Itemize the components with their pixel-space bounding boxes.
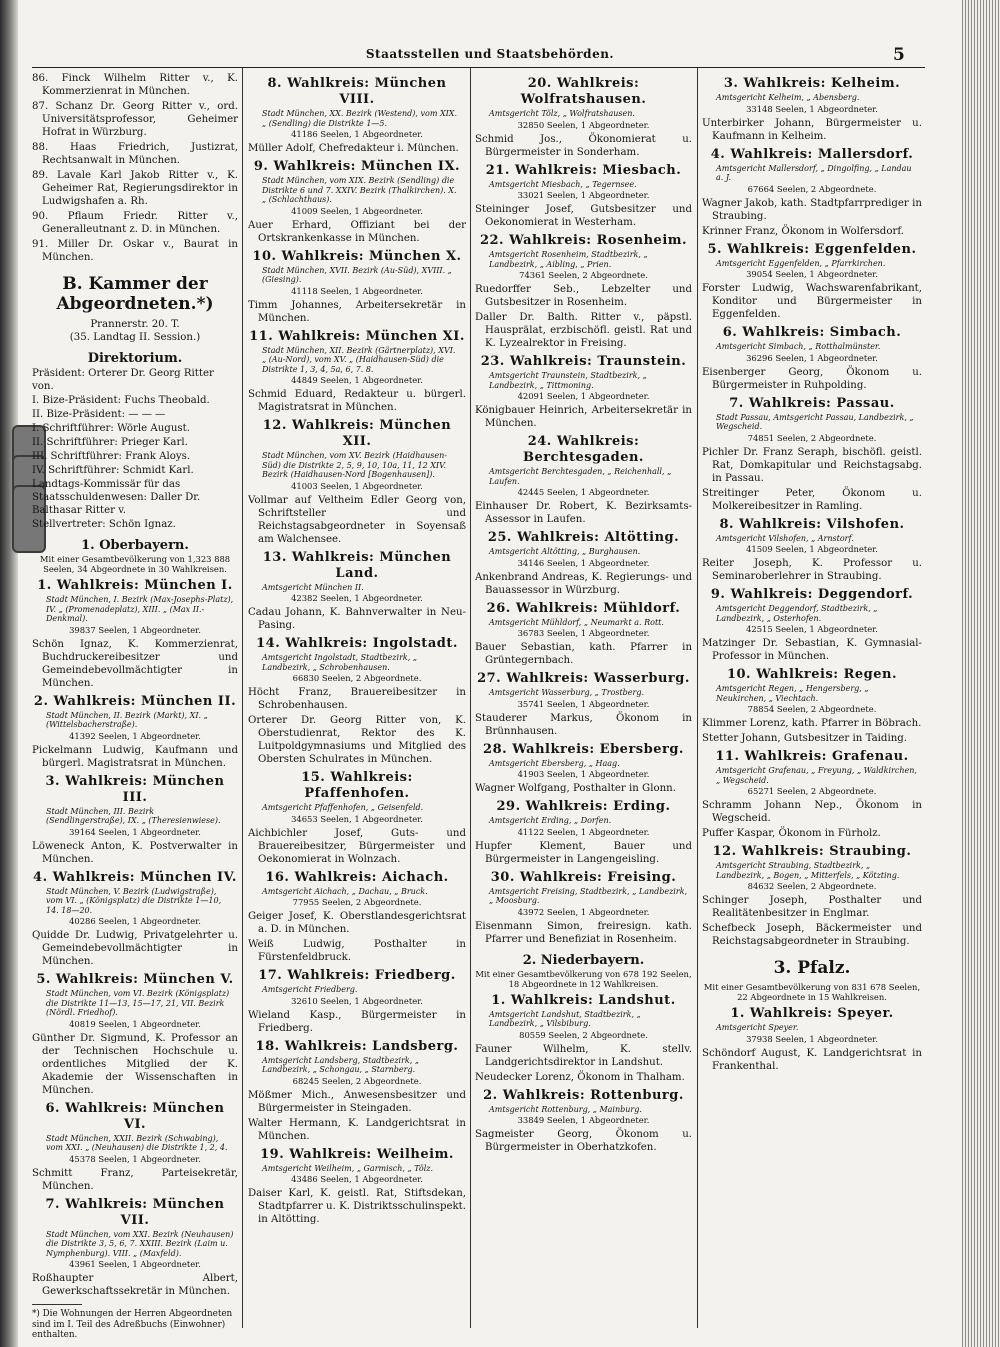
page-number: 5 <box>893 45 905 65</box>
population-line: 77955 Seelen, 2 Abgeordnete. <box>292 897 422 907</box>
running-head: Staatsstellen und Staatsbehörden. <box>365 47 615 61</box>
member-entry: Eisenberger Georg, Ökonom u. Bürgermeister in Ruhpolding. <box>702 366 922 391</box>
member-entry: Timm Johannes, Arbeitersekretär in München. <box>248 299 466 324</box>
region-heading: 1. Oberbayern. <box>81 538 189 553</box>
officer-line: III. Schriftführer: Frank Aloys. <box>32 451 191 462</box>
wahlkreis-heading: 6. Wahlkreis: München VI. <box>45 1100 225 1132</box>
wahlkreis-heading: 3. Wahlkreis: Kelheim. <box>723 76 901 91</box>
population-line: 39837 Seelen, 1 Abgeordneter. <box>69 624 201 635</box>
member-entry: 86. Finck Wilhelm Ritter v., K. Kommerzienrat in München. <box>32 73 238 97</box>
member-entry: Stauderer Markus, Ökonom in Brünnhausen. <box>475 712 692 737</box>
district-list: Stadt Passau, Amtsgericht Passau, Landbezirk, „ Wegscheid. <box>716 412 914 431</box>
population-line: 45378 Seelen, 1 Abgeordneter. <box>69 1153 201 1164</box>
member-entry: Sagmeister Georg, Ökonom u. Bürgermeister in Oberhatzkofen. <box>475 1129 692 1153</box>
population-line: Mit einer Gesamtbevölkerung von 678 192 Seelen, 18 Abgeordnete in 12 Wahlkreisen. <box>475 968 692 989</box>
wahlkreis-heading: 2. Wahlkreis: Rottenburg. <box>483 1087 684 1103</box>
population-line: 41903 Seelen, 1 Abgeordneter. <box>517 769 650 779</box>
member-entry: Matzinger Dr. Sebastian, K. Gymnasial-Professor in München. <box>702 638 922 662</box>
centered-line: (35. Landtag II. Session.) <box>69 332 201 343</box>
column-divider <box>697 68 698 1328</box>
population-line: 32850 Seelen, 1 Abgeordneter. <box>517 119 650 130</box>
population-line: 42515 Seelen, 1 Abgeordneter. <box>746 624 878 634</box>
member-entry: Bauer Sebastian, kath. Pfarrer in Grüntegernbach. <box>475 642 692 666</box>
population-line: 78854 Seelen, 2 Abgeordnete. <box>747 704 877 714</box>
population-line: 37938 Seelen, 1 Abgeordneter. <box>746 1033 878 1044</box>
district-list: Stadt München, XII. Bezirk (Gärtnerplatz), XVI. „ (Au-Nord), vom XV. „ (Haidhausen-Süd) die Distrikte 1, 3, 4, 5a, 6, 7. 8. <box>262 345 456 374</box>
district-list: Amtsgericht Berchtesgaden, „ Reichenhall, „ Laufen. <box>489 467 672 486</box>
wahlkreis-heading: 15. Wahlkreis: Pfaffenhofen. <box>301 770 413 801</box>
wahlkreis-heading: 5. Wahlkreis: Eggenfelden. <box>707 241 917 257</box>
wahlkreis-heading: 13. Wahlkreis: München Land. <box>262 549 452 581</box>
wahlkreis-heading: 30. Wahlkreis: Freising. <box>490 869 677 885</box>
officer-line: II. Bize-Präsident: — — — <box>32 409 166 420</box>
member-entry: Wagner Wolfgang, Posthalter in Glonn. <box>475 783 676 794</box>
member-entry: Günther Dr. Sigmund, K. Professor an der Technischen Hochschule u. ordentliches Mitglied der K. Akademie der Wissenschaften in München. <box>32 1032 238 1096</box>
wahlkreis-heading: 27. Wahlkreis: Wasserburg. <box>477 671 690 686</box>
district-list: Stadt München, XXII. Bezirk (Schwabing), vom XXI. „ (Neuhausen) die Distrikte 1, 2, 4. <box>46 1133 228 1152</box>
district-list: Amtsgericht Landsberg, Stadtbezirk, „ Landbezirk, „ Schongau, „ Starnberg. <box>262 1055 419 1074</box>
member-entry: Schramm Johann Nep., Ökonom in Wegscheid. <box>702 800 922 824</box>
wahlkreis-heading: 4. Wahlkreis: München IV. <box>33 869 237 885</box>
region-heading: 2. Niederbayern. <box>522 952 645 968</box>
district-list: Amtsgericht Rottenburg, „ Mainburg. <box>489 1104 642 1114</box>
member-entry: Puffer Kaspar, Ökonom in Fürholz. <box>702 828 881 839</box>
district-list: Amtsgericht Miesbach, „ Tegernsee. <box>489 179 637 189</box>
wahlkreis-heading: 28. Wahlkreis: Ebersberg. <box>483 741 684 757</box>
member-entry: Streitinger Peter, Ökonom u. Molkereibesitzer in Ramling. <box>702 487 922 512</box>
wahlkreis-heading: 22. Wahlkreis: Rosenheim. <box>479 233 688 248</box>
member-entry: 91. Miller Dr. Oskar v., Baurat in München. <box>32 239 238 263</box>
population-line: 33021 Seelen, 1 Abgeordneter. <box>517 190 650 200</box>
member-entry: Geiger Josef, K. Oberstlandesgerichtsrat a. D. in München. <box>248 911 466 935</box>
wahlkreis-heading: 4. Wahlkreis: Mallersdorf. <box>710 146 914 162</box>
member-entry: 90. Pflaum Friedr. Ritter v., Generalleutnant z. D. in München. <box>32 211 238 235</box>
population-line: 39054 Seelen, 1 Abgeordneter. <box>746 269 878 279</box>
district-list: Stadt München, V. Bezirk (Ludwigstraße), vom VI. „ (Königsplatz) die Distrikte 1—10, 14. 18—20. <box>46 886 222 915</box>
member-entry: 89. Lavale Karl Jakob Ritter v., K. Geheimer Rat, Regierungsdirektor in Ludwigshafen a. Rh. <box>32 170 238 207</box>
footnote: *) Die Wohnungen der Herren Abgeordneten sind im I. Teil des Adreßbuchs (Einwohner) enthalten. <box>32 1309 233 1340</box>
population-line: 41186 Seelen, 1 Abgeordneter. <box>291 129 423 139</box>
wahlkreis-heading: 7. Wahlkreis: München VII. <box>45 1196 225 1228</box>
column-divider <box>470 68 471 1328</box>
district-list: Stadt München, I. Bezirk (Max-Josephs-Platz), IV. „ (Promenadeplatz), XIII. „ (Max II.-Denkmal). <box>46 595 234 623</box>
member-entry: 87. Schanz Dr. Georg Ritter v., ord. Universitätsprofessor, Geheimer Hofrat in Würzburg. <box>32 101 238 138</box>
population-line: 43961 Seelen, 1 Abgeordneter. <box>69 1259 201 1269</box>
population-line: 66830 Seelen, 2 Abgeordnete. <box>292 673 422 683</box>
member-entry: Aichbichler Josef, Guts- und Brauereibesitzer, Bürgermeister und Oekonomierat in Wolnzach. <box>248 827 466 865</box>
district-list: Amtsgericht Regen, „ Hengersberg, „ Neukirchen, „ Viechtach. <box>716 684 869 703</box>
population-line: 43972 Seelen, 1 Abgeordneter. <box>517 906 650 917</box>
population-line: 41009 Seelen, 1 Abgeordneter. <box>291 205 423 216</box>
population-line: 41003 Seelen, 1 Abgeordneter. <box>291 480 423 491</box>
wahlkreis-heading: 5. Wahlkreis: München V. <box>36 972 234 987</box>
wahlkreis-heading: 24. Wahlkreis: Berchtesgaden. <box>523 434 644 465</box>
district-list: Amtsgericht Rosenheim, Stadtbezirk, „ Landbezirk, „ Aibling, „ Prien. <box>489 250 648 269</box>
wahlkreis-heading: 10. Wahlkreis: München X. <box>252 248 462 264</box>
wahlkreis-heading: 29. Wahlkreis: Erding. <box>496 799 671 814</box>
district-list: Amtsgericht Ebersberg, „ Haag. <box>489 758 620 768</box>
population-line: 43486 Seelen, 1 Abgeordneter. <box>291 1174 423 1184</box>
population-line: 42382 Seelen, 1 Abgeordneter. <box>291 593 423 603</box>
population-line: 32610 Seelen, 1 Abgeordneter. <box>291 995 423 1006</box>
member-entry: Roßhaupter Albert, Gewerkschaftssekretär in München. <box>32 1273 238 1297</box>
population-line: 36296 Seelen, 1 Abgeordneter. <box>746 352 878 363</box>
member-entry: Wagner Jakob, kath. Stadtpfarrprediger in Straubing. <box>702 197 922 222</box>
district-list: Amtsgericht Freising, Stadtbezirk, „ Landbezirk, „ Moosburg. <box>489 886 688 905</box>
wahlkreis-heading: 17. Wahlkreis: Friedberg. <box>258 968 456 983</box>
wahlkreis-heading: 3. Wahlkreis: München III. <box>45 773 225 805</box>
district-list: Stadt München, XX. Bezirk (Westend), vom XIX. „ (Sendling) die Distrikte 1—5. <box>262 109 458 128</box>
member-entry: Müller Adolf, Chefredakteur i. München. <box>248 143 459 154</box>
member-entry: Mößmer Mich., Anwesensbesitzer und Bürgermeister in Steingaden. <box>248 1089 466 1114</box>
population-line: 39164 Seelen, 1 Abgeordneter. <box>69 826 201 837</box>
member-entry: Schön Ignaz, K. Kommerzienrat, Buchdruckereibesitzer und Gemeindebevollmächtigter in München. <box>32 638 238 689</box>
population-line: 35741 Seelen, 1 Abgeordneter. <box>517 698 650 709</box>
member-entry: Schefbeck Joseph, Bäckermeister und Reichstagsabgeordneter in Straubing. <box>702 923 922 947</box>
population-line: Mit einer Gesamtbevölkerung von 831 678 Seelen, 22 Abgeordnete in 15 Wahlkreisen. <box>703 982 921 1002</box>
population-line: 33849 Seelen, 1 Abgeordneter. <box>517 1115 650 1125</box>
district-list: Amtsgericht Kelheim, „ Abensberg. <box>716 93 860 102</box>
member-entry: Schinger Joseph, Posthalter und Realitätenbesitzer in Englmar. <box>702 895 922 919</box>
wahlkreis-heading: 11. Wahlkreis: Grafenau. <box>715 749 909 764</box>
population-line: 41392 Seelen, 1 Abgeordneter. <box>69 730 201 741</box>
officer-line: Landtags-Kommissär für das Staatsschuldenwesen: Daller Dr. Balthasar Ritter v. <box>32 479 201 516</box>
wahlkreis-heading: 2. Wahlkreis: München II. <box>33 693 237 709</box>
officer-line: Stellvertreter: Schön Ignaz. <box>32 519 176 530</box>
member-entry: Schmitt Franz, Parteisekretär, München. <box>32 1167 238 1192</box>
district-list: Stadt München, II. Bezirk (Markt), XI. „ (Wittelsbacherstraße). <box>46 710 208 729</box>
population-line: 42091 Seelen, 1 Abgeordneter. <box>517 391 650 401</box>
wahlkreis-heading: 14. Wahlkreis: Ingolstadt. <box>256 636 458 651</box>
member-entry: Stetter Johann, Gutsbesitzer in Taiding. <box>702 733 908 744</box>
wahlkreis-heading: 7. Wahlkreis: Passau. <box>729 395 895 411</box>
population-line: 67664 Seelen, 2 Abgeordnete. <box>747 183 877 194</box>
wahlkreis-heading: 9. Wahlkreis: Deggendorf. <box>710 587 914 602</box>
district-list: Amtsgericht Deggendorf, Stadtbezirk, „ Landbezirk, „ Osterhofen. <box>716 604 878 623</box>
wahlkreis-heading: 11. Wahlkreis: München XI. <box>249 328 465 344</box>
member-entry: Schöndorf August, K. Landgerichtsrat in Frankenthal. <box>702 1047 922 1072</box>
member-entry: Krinner Franz, Ökonom in Wolfersdorf. <box>702 225 904 237</box>
member-entry: Löweneck Anton, K. Postverwalter in München. <box>32 840 238 865</box>
wahlkreis-heading: 6. Wahlkreis: Simbach. <box>722 325 902 340</box>
member-entry: Klimmer Lorenz, kath. Pfarrer in Böbrach. <box>702 718 922 729</box>
member-entry: Daller Dr. Balth. Ritter v., päpstl. Hausprälat, erzbischöfl. geistl. Rat und K. Lyzealrektor in Freising. <box>475 312 692 349</box>
population-line: 68245 Seelen, 2 Abgeordnete. <box>292 1075 422 1086</box>
member-entry: Steininger Josef, Gutsbesitzer und Oekonomierat in Westerham. <box>475 204 692 228</box>
district-list: Amtsgericht Eggenfelden, „ Pfarrkirchen. <box>716 258 886 268</box>
member-entry: Pichler Dr. Franz Seraph, bischöfl. geistl. Rat, Domkapitular und Reichstagsabg. in Passau. <box>702 446 922 484</box>
population-line: 40286 Seelen, 1 Abgeordneter. <box>69 916 201 926</box>
population-line: 74361 Seelen, 2 Abgeordnete. <box>519 270 648 280</box>
page-stack-edge <box>962 0 1000 1347</box>
column-divider <box>242 68 243 1328</box>
member-entry: Hupfer Klement, Bauer und Bürgermeister in Langengeisling. <box>475 840 692 865</box>
member-entry: Vollmar auf Veltheim Edler Georg von, Schriftsteller und Reichstagsabgeordneter in Soyensaß am Walchensee. <box>248 494 466 545</box>
population-line: 74851 Seelen, 2 Abgeordnete. <box>747 432 877 443</box>
member-entry: Auer Erhard, Offiziant bei der Ortskrankenkasse in München. <box>248 219 466 244</box>
member-entry: Pickelmann Ludwig, Kaufmann und bürgerl. Magistratsrat in München. <box>32 744 238 769</box>
member-entry: Ruedorffer Seb., Lebzelter und Gutsbesitzer in Rosenheim. <box>475 284 692 308</box>
district-list: Amtsgericht Mallersdorf, „ Dingolfing, „ Landau a. J. <box>716 163 912 182</box>
district-list: Amtsgericht Vilshofen, „ Arnstorf. <box>716 533 854 543</box>
population-line: 34146 Seelen, 1 Abgeordneter. <box>517 557 650 568</box>
wahlkreis-heading: 9. Wahlkreis: München IX. <box>253 159 461 174</box>
member-entry: 88. Haas Friedrich, Justizrat, Rechtsanwalt in München. <box>32 142 238 166</box>
member-entry: Cadau Johann, K. Bahnverwalter in Neu-Pasing. <box>248 607 466 631</box>
district-list: Amtsgericht Traunstein, Stadtbezirk, „ Landbezirk, „ Tittmoning. <box>489 371 647 390</box>
district-list: Amtsgericht Aichach, „ Dachau, „ Bruck. <box>262 886 428 896</box>
header-rule <box>32 67 925 68</box>
member-entry: Ankenbrand Andreas, K. Regierungs- und Bauassessor in Würzburg. <box>475 571 692 596</box>
wahlkreis-heading: 19. Wahlkreis: Weilheim. <box>260 1146 454 1162</box>
footnote-rule <box>32 1304 82 1305</box>
district-list: Stadt München, III. Bezirk (Sendlingerstraße), IX. „ (Theresienwiese). <box>46 806 221 825</box>
district-list: Stadt München, vom XV. Bezirk (Haidhausen-Süd) die Distrikte 2, 5, 9, 10, 10a, 11, 12 XIV. Bezirk (Haidhausen-Nord [Bogenhausen]). <box>262 451 447 479</box>
member-entry: Forster Ludwig, Wachswarenfabrikant, Konditor und Bürgermeister in Eggenfelden. <box>702 283 922 320</box>
district-list: Amtsgericht Speyer. <box>716 1023 799 1032</box>
wahlkreis-heading: 12. Wahlkreis: Straubing. <box>712 844 912 859</box>
population-line: 41122 Seelen, 1 Abgeordneter. <box>517 826 650 837</box>
officer-line: IV. Schriftführer: Schmidt Karl. <box>32 465 194 476</box>
officer-line: I. Bize-Präsident: Fuchs Theobald. <box>32 395 210 406</box>
district-list: Amtsgericht Wasserburg, „ Trostberg. <box>489 688 645 697</box>
column-3 <box>475 72 692 1327</box>
population-line: 40819 Seelen, 1 Abgeordneter. <box>69 1018 201 1029</box>
population-line: 34653 Seelen, 1 Abgeordneter. <box>291 813 423 824</box>
district-list: Amtsgericht Tölz, „ Wolfratshausen. <box>489 109 635 118</box>
wahlkreis-heading: 8. Wahlkreis: Vilshofen. <box>719 516 905 532</box>
member-entry: Fauner Wilhelm, K. stellv. Landgerichtsdirektor in Landshut. <box>475 1043 692 1068</box>
population-line: 36783 Seelen, 1 Abgeordneter. <box>517 628 650 638</box>
wahlkreis-heading: 10. Wahlkreis: Regen. <box>726 667 898 682</box>
population-line: 44849 Seelen, 1 Abgeordneter. <box>291 375 423 385</box>
district-list: Amtsgericht Altötting, „ Burghausen. <box>489 547 641 556</box>
population-line: 80559 Seelen, 2 Abgeordnete. <box>519 1029 648 1040</box>
district-list: Amtsgericht München II. <box>262 582 364 592</box>
district-list: Amtsgericht Erding, „ Dorfen. <box>489 816 612 825</box>
column-4 <box>702 72 922 1327</box>
wahlkreis-heading: 1. Wahlkreis: München I. <box>37 578 233 593</box>
district-list: Amtsgericht Weilheim, „ Garmisch, „ Tölz. <box>262 1163 434 1173</box>
member-entry: Eisenmann Simon, freiresign. kath. Pfarrer und Benefiziat in Rosenheim. <box>475 920 692 945</box>
district-list: Amtsgericht Landshut, Stadtbezirk, „ Landbezirk, „ Vilsbiburg. <box>489 1009 641 1028</box>
district-list: Amtsgericht Grafenau, „ Freyung, „ Waldkirchen, „ Wegscheid. <box>716 766 917 785</box>
centered-line: Prannerstr. 20. T. <box>90 319 180 330</box>
district-list: Stadt München, vom XXI. Bezirk (Neuhausen) die Distrikte 3, 5, 6, 7. XXIII. Bezirk (Laim u. Nymphenburg). VIII. „ (Maxfeld). <box>46 1229 234 1258</box>
district-list: Amtsgericht Straubing, Stadtbezirk, „ Landbezirk, „ Bogen, „ Mitterfels, „ Kötzting. <box>716 861 900 880</box>
member-entry: Weiß Ludwig, Posthalter in Fürstenfeldbruck. <box>248 939 466 963</box>
member-entry: Schmid Eduard, Redakteur u. bürgerl. Magistratsrat in München. <box>248 389 466 413</box>
member-entry: Unterbirker Johann, Bürgermeister u. Kaufmann in Kelheim. <box>702 117 922 142</box>
wahlkreis-heading: 16. Wahlkreis: Aichach. <box>265 869 449 885</box>
section-title: B. Kammer der Abgeordneten.*) <box>56 274 214 314</box>
officer-line: Präsident: Orterer Dr. Georg Ritter von. <box>32 368 214 392</box>
population-line: 41509 Seelen, 1 Abgeordneter. <box>746 544 878 554</box>
member-entry: Schmid Jos., Ökonomierat u. Bürgermeister in Sonderham. <box>475 133 692 158</box>
member-entry: Daiser Karl, K. geistl. Rat, Stiftsdekan, Stadtpfarrer u. K. Distriktsschulinspekt. in Altötting. <box>248 1188 466 1225</box>
section-title: 3. Pfalz. <box>773 958 851 978</box>
wahlkreis-heading: 20. Wahlkreis: Wolfratshausen. <box>520 76 647 107</box>
member-entry: Königbauer Heinrich, Arbeitersekretär in München. <box>475 405 692 429</box>
member-entry: Einhauser Dr. Robert, K. Bezirksamts-Assessor in Laufen. <box>475 501 692 525</box>
member-entry: Orterer Dr. Georg Ritter von, K. Oberstudienrat, Rektor des K. Luitpoldgymnasiums und Mitglied des Obersten Schulrates in München. <box>248 715 466 765</box>
region-heading: Direktorium. <box>87 351 183 366</box>
district-list: Amtsgericht Pfaffenhofen, „ Geisenfeld. <box>262 803 424 812</box>
district-list: Stadt München, XVII. Bezirk (Au-Süd), XVIII. „ (Giesing). <box>262 265 452 284</box>
wahlkreis-heading: 26. Wahlkreis: Mühldorf. <box>486 600 681 616</box>
wahlkreis-heading: 1. Wahlkreis: Speyer. <box>730 1006 894 1021</box>
district-list: Amtsgericht Ingolstadt, Stadtbezirk, „ Landbezirk, „ Schrobenhausen. <box>262 653 417 672</box>
district-list: Amtsgericht Friedberg. <box>262 985 358 994</box>
column-1 <box>32 72 238 1340</box>
population-line: 42445 Seelen, 1 Abgeordneter. <box>517 487 650 497</box>
member-entry: Walter Hermann, K. Landgerichtsrat in München. <box>248 1117 466 1142</box>
population-line: 84632 Seelen, 2 Abgeordnete. <box>747 881 877 891</box>
district-list: Stadt München, vom VI. Bezirk (Königsplatz) die Distrikte 11—13, 15—17, 21, VII. Bezirk (Nördl. Friedhof). <box>46 989 230 1017</box>
member-entry: Wieland Kasp., Bürgermeister in Friedberg. <box>248 1009 466 1034</box>
officer-line: I. Schriftführer: Wörle August. <box>32 423 190 434</box>
population-line: 33148 Seelen, 1 Abgeordneter. <box>746 103 878 114</box>
district-list: Amtsgericht Mühldorf, „ Neumarkt a. Rott. <box>489 617 664 627</box>
binding-gutter <box>0 0 18 1347</box>
wahlkreis-heading: 8. Wahlkreis: München VIII. <box>267 76 447 107</box>
wahlkreis-heading: 1. Wahlkreis: Landshut. <box>491 992 676 1008</box>
district-list: Stadt München, vom XIX. Bezirk (Sendling) die Distrikte 6 und 7. XXIV. Bezirk (Thalkirchen). X. „ (Schlachthaus). <box>262 176 457 204</box>
officer-line: II. Schriftführer: Prieger Karl. <box>32 437 188 448</box>
member-entry: Quidde Dr. Ludwig, Privatgelehrter u. Gemeindebevollmächtigter in München. <box>32 930 238 967</box>
wahlkreis-heading: 23. Wahlkreis: Traunstein. <box>480 354 687 369</box>
population-line: 65271 Seelen, 2 Abgeordnete. <box>747 786 877 796</box>
member-entry: Höcht Franz, Brauereibesitzer in Schrobenhausen. <box>248 687 466 711</box>
population-line: 41118 Seelen, 1 Abgeordneter. <box>291 285 423 296</box>
wahlkreis-heading: 25. Wahlkreis: Altötting. <box>487 530 680 545</box>
district-list: Amtsgericht Simbach, „ Rotthalmünster. <box>716 342 881 351</box>
wahlkreis-heading: 18. Wahlkreis: Landsberg. <box>255 1038 459 1054</box>
member-entry: Reiter Joseph, K. Professor u. Seminaroberlehrer in Straubing. <box>702 558 922 582</box>
population-line: Mit einer Gesamtbevölkerung von 1,323 888 Seelen, 34 Abgeordnete in 30 Wahlkreisen. <box>39 554 231 574</box>
column-2 <box>248 72 466 1327</box>
member-entry: Neudecker Lorenz, Ökonom in Thalham. <box>475 1071 685 1083</box>
wahlkreis-heading: 12. Wahlkreis: München XII. <box>262 418 452 449</box>
wahlkreis-heading: 21. Wahlkreis: Miesbach. <box>485 162 682 178</box>
